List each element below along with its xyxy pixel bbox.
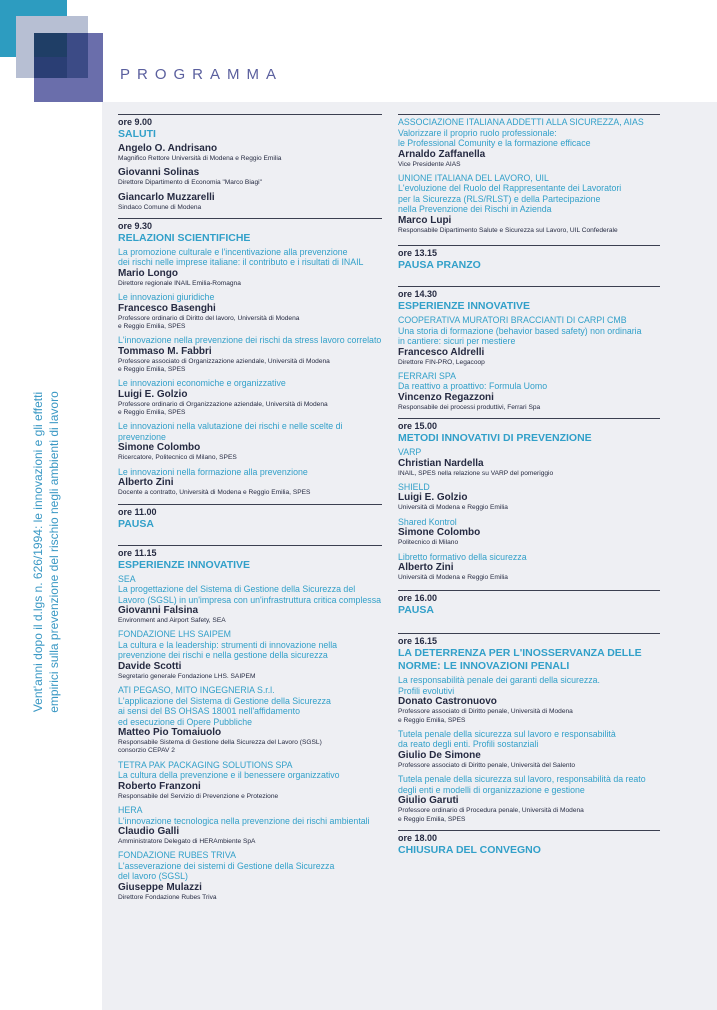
program-slot: [118, 114, 382, 212]
slot-time: ore 18.00: [398, 832, 438, 843]
slot-time: ore 9.00: [118, 117, 153, 127]
speaker-affiliation: Docente a contratto, Università di Modena e Reggio Emilia, SPES: [118, 489, 311, 497]
speaker-name: Giovanni Falsina: [118, 605, 199, 617]
speaker-affiliation: Politecnico di Milano: [398, 539, 459, 547]
talk-topic: per la Sicurezza (RLS/RLST) e della Partecipazione: [398, 193, 601, 204]
slot-time: ore 15.00: [398, 421, 438, 432]
talk-topic: nella Prevenzione dei Rischi in Azienda: [398, 204, 552, 215]
speaker-affiliation: Direttore Dipartimento di Economia "Marco Biagi": [118, 179, 262, 187]
speaker-name: Mario Longo: [118, 267, 178, 279]
slot-title: METODI INNOVATIVI DI PREVENZIONE: [398, 432, 592, 445]
speaker-affiliation: Professore ordinario di Diritto del lavoro, Università di Modena: [118, 314, 300, 322]
speaker-affiliation: Responsabile dei processi produttivi, Ferrari Spa: [398, 403, 541, 411]
talk-topic: La promozione culturale e l'incentivazione alla prevenzione: [118, 246, 348, 257]
speaker-affiliation: e Reggio Emilia, SPES: [398, 815, 466, 823]
talk-topic: Le innovazioni economiche e organizzative: [118, 378, 286, 389]
speaker-name: Davide Scotti: [118, 660, 182, 672]
speaker-affiliation: e Reggio Emilia, SPES: [118, 409, 186, 417]
talk-topic: FONDAZIONE LHS SAIPEM: [118, 629, 231, 640]
speaker-name: Francesco Basenghi: [118, 302, 216, 314]
program-column-left: [118, 114, 382, 906]
speaker-affiliation: Ricercatore, Politecnico di Milano, SPES: [118, 454, 237, 462]
speaker-name: Alberto Zini: [398, 562, 454, 574]
speaker-affiliation: Direttore Fondazione Rubes Triva: [118, 893, 217, 901]
speaker-affiliation: Vice Presidente AIAS: [398, 160, 461, 168]
talk-item: [118, 574, 382, 626]
speaker-affiliation: Professore ordinario di Procedura penale, Università di Modena: [398, 807, 584, 815]
talk-item: [118, 760, 382, 801]
talk-topic: UNIONE ITALIANA DEL LAVORO, UIL: [398, 172, 549, 183]
speaker-affiliation: Professore associato di Diritto penale, Università di Modena: [398, 708, 573, 716]
slot-title: CHIUSURA DEL CONVEGNO: [398, 843, 541, 856]
program-slot: [398, 633, 660, 823]
speaker-name: Roberto Franzoni: [118, 780, 201, 792]
slot-title: PAUSA PRANZO: [398, 259, 481, 272]
talk-topic: L'asseverazione dei sistemi di Gestione della Sicurezza: [118, 860, 335, 871]
speaker-name: Luigi E. Golzio: [118, 388, 188, 400]
slot-time: ore 11.00: [118, 506, 157, 517]
sidebar-title: [30, 112, 82, 992]
speaker-name: Giancarlo Muzzarelli: [118, 191, 215, 203]
talk-topic: del lavoro (SGSL): [118, 871, 188, 882]
speaker-name: Giuseppe Mulazzi: [118, 881, 202, 893]
talk-topic: prevenzione dei rischi e nella gestione della sicurezza: [118, 650, 328, 661]
program-slot: [118, 545, 382, 903]
talk-item: [118, 247, 382, 288]
speaker-affiliation: INAIL, SPES nella relazione su VARP del pomeriggio: [398, 469, 554, 477]
speaker-name: Matteo Pio Tomaiuolo: [118, 727, 222, 739]
talk-item: [118, 685, 382, 756]
talk-item: [398, 117, 660, 169]
program-slot: [118, 504, 382, 531]
slot-time: ore 9.30: [118, 220, 153, 231]
talk-topic: FONDAZIONE RUBES TRIVA: [118, 850, 236, 861]
speaker-affiliation: Responsabile Dipartimento Salute e Sicurezza sul Lavoro, UIL Confederale: [398, 226, 618, 234]
speaker-affiliation: Università di Modena e Reggio Emilia: [398, 574, 508, 582]
speaker-affiliation: Magnifico Rettore Università di Modena e Reggio Emilia: [118, 155, 282, 162]
slot-time: ore 11.15: [118, 547, 157, 558]
slot-title: RELAZIONI SCIENTIFICHE: [118, 231, 251, 244]
talk-item: [398, 774, 660, 824]
slot-title: ESPERIENZE INNOVATIVE: [398, 300, 531, 313]
talk-topic: Una storia di formazione (behavior based safety) non ordinaria: [398, 325, 642, 336]
slot-title: ESPERIENZE INNOVATIVE: [118, 558, 251, 571]
speaker-name: Arnaldo Zaffanella: [398, 148, 486, 160]
talk-topic: HERA: [118, 805, 143, 816]
talk-topic: Tutela penale della sicurezza sul lavoro e responsabilità: [398, 728, 616, 739]
program-slot: [398, 114, 660, 235]
slot-title: SALUTI: [118, 128, 156, 140]
talk-item: [398, 173, 660, 235]
speaker-affiliation: Direttore regionale INAIL Emilia-Romagna: [118, 279, 241, 287]
talk-topic: dei rischi nelle imprese italiane: il contributo e i risultati di INAIL: [118, 257, 364, 268]
speaker-affiliation: Professore ordinario di Organizzazione aziendale, Università di Modena: [118, 400, 328, 408]
talk-topic: Tutela penale della sicurezza sul lavoro, responsabilità da reato: [398, 774, 646, 785]
talk-item: [118, 143, 382, 163]
talk-topic: le Professional Comunity e la formazione efficace: [398, 138, 591, 148]
talk-topic: Valorizzare il proprio ruolo professionale:: [398, 127, 557, 138]
talk-topic: L'innovazione nella prevenzione dei rischi da stress lavoro correlato: [118, 335, 382, 346]
speaker-name: Simone Colombo: [118, 442, 201, 454]
talk-topic: La cultura della prevenzione e il benessere organizzativo: [118, 770, 340, 781]
talk-item: [398, 517, 660, 548]
program-slot: [118, 218, 382, 498]
talk-item: [118, 421, 382, 462]
talk-topic: COOPERATIVA MURATORI BRACCIANTI DI CARPI CMB: [398, 315, 627, 326]
speaker-name: Alberto Zini: [118, 477, 174, 489]
speaker-name: Angelo O. Andrisano: [118, 143, 218, 154]
decor-square-indigo: [67, 33, 88, 78]
speaker-name: Claudio Galli: [118, 826, 180, 838]
slot-time: ore 13.15: [398, 248, 438, 259]
speaker-affiliation: Sindaco Comune di Modena: [118, 203, 202, 211]
program-slot: [398, 245, 660, 272]
slot-title: PAUSA: [398, 604, 434, 617]
speaker-affiliation: Direttore FIN-PRO, Legacoop: [398, 358, 485, 366]
talk-item: [118, 335, 382, 374]
speaker-name: Tommaso M. Fabbri: [118, 345, 212, 357]
talk-item: [118, 167, 382, 187]
talk-item: [398, 315, 660, 367]
program-slot: [398, 830, 660, 857]
talk-item: [118, 192, 382, 212]
talk-topic: VARP: [398, 447, 422, 458]
talk-item: [398, 552, 660, 583]
talk-topic: Le innovazioni giuridiche: [118, 292, 215, 303]
talk-topic: degli enti e modelli di organizzazione e gestione: [398, 784, 585, 795]
decor-square-navy: [34, 33, 67, 57]
talk-item: [398, 482, 660, 513]
program-slot: [398, 418, 660, 582]
talk-topic: ATI PEGASO, MITO INGEGNERIA S.r.l.: [118, 685, 275, 696]
speaker-affiliation: e Reggio Emilia, SPES: [118, 322, 186, 330]
talk-topic: FERRARI SPA: [398, 370, 457, 381]
slot-title: PAUSA: [118, 517, 154, 530]
program-slot: [398, 286, 660, 412]
speaker-name: Francesco Aldrelli: [398, 346, 485, 358]
speaker-affiliation: Università di Modena e Reggio Emilia: [398, 504, 508, 512]
slot-time: ore 14.30: [398, 289, 438, 300]
speaker-name: Marco Lupi: [398, 214, 452, 226]
sidebar-title-line-2: empirici sulla prevenzione del rischio negli ambienti di lavoro: [47, 391, 61, 713]
talk-topic: Shared Kontrol: [398, 516, 457, 527]
talk-topic: La responsabilità penale dei garanti della sicurezza.: [398, 675, 600, 686]
speaker-name: Christian Nardella: [398, 457, 484, 469]
speaker-name: Giovanni Solinas: [118, 167, 200, 179]
talk-topic: ai sensi del BS OHSAS 18001 nell'affidamento: [118, 706, 300, 717]
sidebar-title-line-1: Vent'anni dopo il d.lgs n. 626/1994: le innovazioni e gli effetti: [31, 391, 45, 713]
slot-time: ore 16.00: [398, 593, 438, 604]
speaker-name: Giulio Garuti: [398, 795, 459, 807]
talk-item: [398, 447, 660, 478]
speaker-affiliation: e Reggio Emilia, SPES: [398, 716, 466, 724]
talk-topic: L'evoluzione del Ruolo del Rappresentante dei Lavoratori: [398, 183, 622, 194]
speaker-affiliation: Responsabile Sistema di Gestione della Sicurezza del Lavoro (SGSL): [118, 739, 322, 747]
speaker-name: Donato Castronuovo: [398, 696, 497, 708]
talk-item: [398, 729, 660, 770]
talk-topic: TETRA PAK PACKAGING SOLUTIONS SPA: [118, 759, 293, 770]
program-slot: [398, 590, 660, 617]
talk-topic: in cantiere: sicuri per mestiere: [398, 336, 516, 347]
speaker-affiliation: consorzio CEPAV 2: [118, 747, 175, 755]
speaker-name: Luigi E. Golzio: [398, 492, 468, 504]
talk-topic: L'innovazione tecnologica nella prevenzione dei rischi ambientali: [118, 815, 370, 826]
talk-topic: La progettazione del Sistema di Gestione della Sicurezza del: [118, 584, 356, 595]
speaker-name: Simone Colombo: [398, 527, 481, 539]
talk-item: [118, 292, 382, 331]
talk-item: [118, 805, 382, 846]
speaker-affiliation: Responsabile del Servizio di Prevenzione e Protezione: [118, 792, 279, 800]
slot-title: LA DETERRENZA PER L'INOSSERVANZA DELLE NORME: LE INNOVAZIONI PENALI: [398, 647, 642, 673]
decor-square-dark: [34, 57, 67, 78]
talk-topic: Le innovazioni nella valutazione dei rischi e nelle scelte di prevenzione: [118, 421, 343, 442]
speaker-affiliation: e Reggio Emilia, SPES: [118, 366, 186, 374]
speaker-affiliation: Professore associato di Diritto penale, Università del Salento: [398, 761, 576, 769]
talk-topic: L'applicazione del Sistema di Gestione della Sicurezza: [118, 695, 331, 706]
talk-item: [398, 675, 660, 725]
talk-topic: Libretto formativo della sicurezza: [398, 551, 527, 562]
talk-item: [118, 850, 382, 902]
speaker-affiliation: Amministratore Delegato di HERAmbiente SpA: [118, 838, 256, 846]
talk-topic: Le innovazioni nella formazione alla prevenzione: [118, 466, 308, 477]
talk-topic: Lavoro (SGSL) in un'impresa con un'infrastruttura critica complessa: [118, 594, 381, 605]
talk-item: [398, 371, 660, 412]
page-title: PROGRAMMA: [120, 66, 284, 83]
talk-topic: SHIELD: [398, 481, 430, 492]
talk-topic: da reato degli enti. Profili sostanziali: [398, 739, 539, 750]
speaker-affiliation: Segretario generale Fondazione LHS. SAIPEM: [118, 672, 256, 680]
talk-topic: ed esecuzione di Opere Pubbliche: [118, 716, 252, 727]
speaker-name: Giulio De Simone: [398, 749, 481, 761]
talk-topic: SEA: [118, 573, 136, 584]
talk-item: [118, 629, 382, 681]
speaker-affiliation: Environment and Airport Safety, SEA: [118, 617, 226, 625]
talk-topic: Da reattivo a proattivo: Formula Uomo: [398, 381, 548, 392]
talk-topic: Profili evolutivi: [398, 685, 455, 696]
talk-item: [118, 467, 382, 498]
slot-time: ore 16.15: [398, 636, 438, 647]
talk-item: [118, 378, 382, 417]
speaker-affiliation: Professore associato di Organizzazione aziendale, Università di Modena: [118, 357, 330, 365]
talk-topic: ASSOCIAZIONE ITALIANA ADDETTI ALLA SICUREZZA, AIAS: [398, 117, 644, 127]
speaker-name: Vincenzo Regazzoni: [398, 391, 494, 403]
program-column-right: [398, 114, 660, 859]
talk-topic: La cultura e la leadership: strumenti di innovazione nella: [118, 639, 338, 650]
